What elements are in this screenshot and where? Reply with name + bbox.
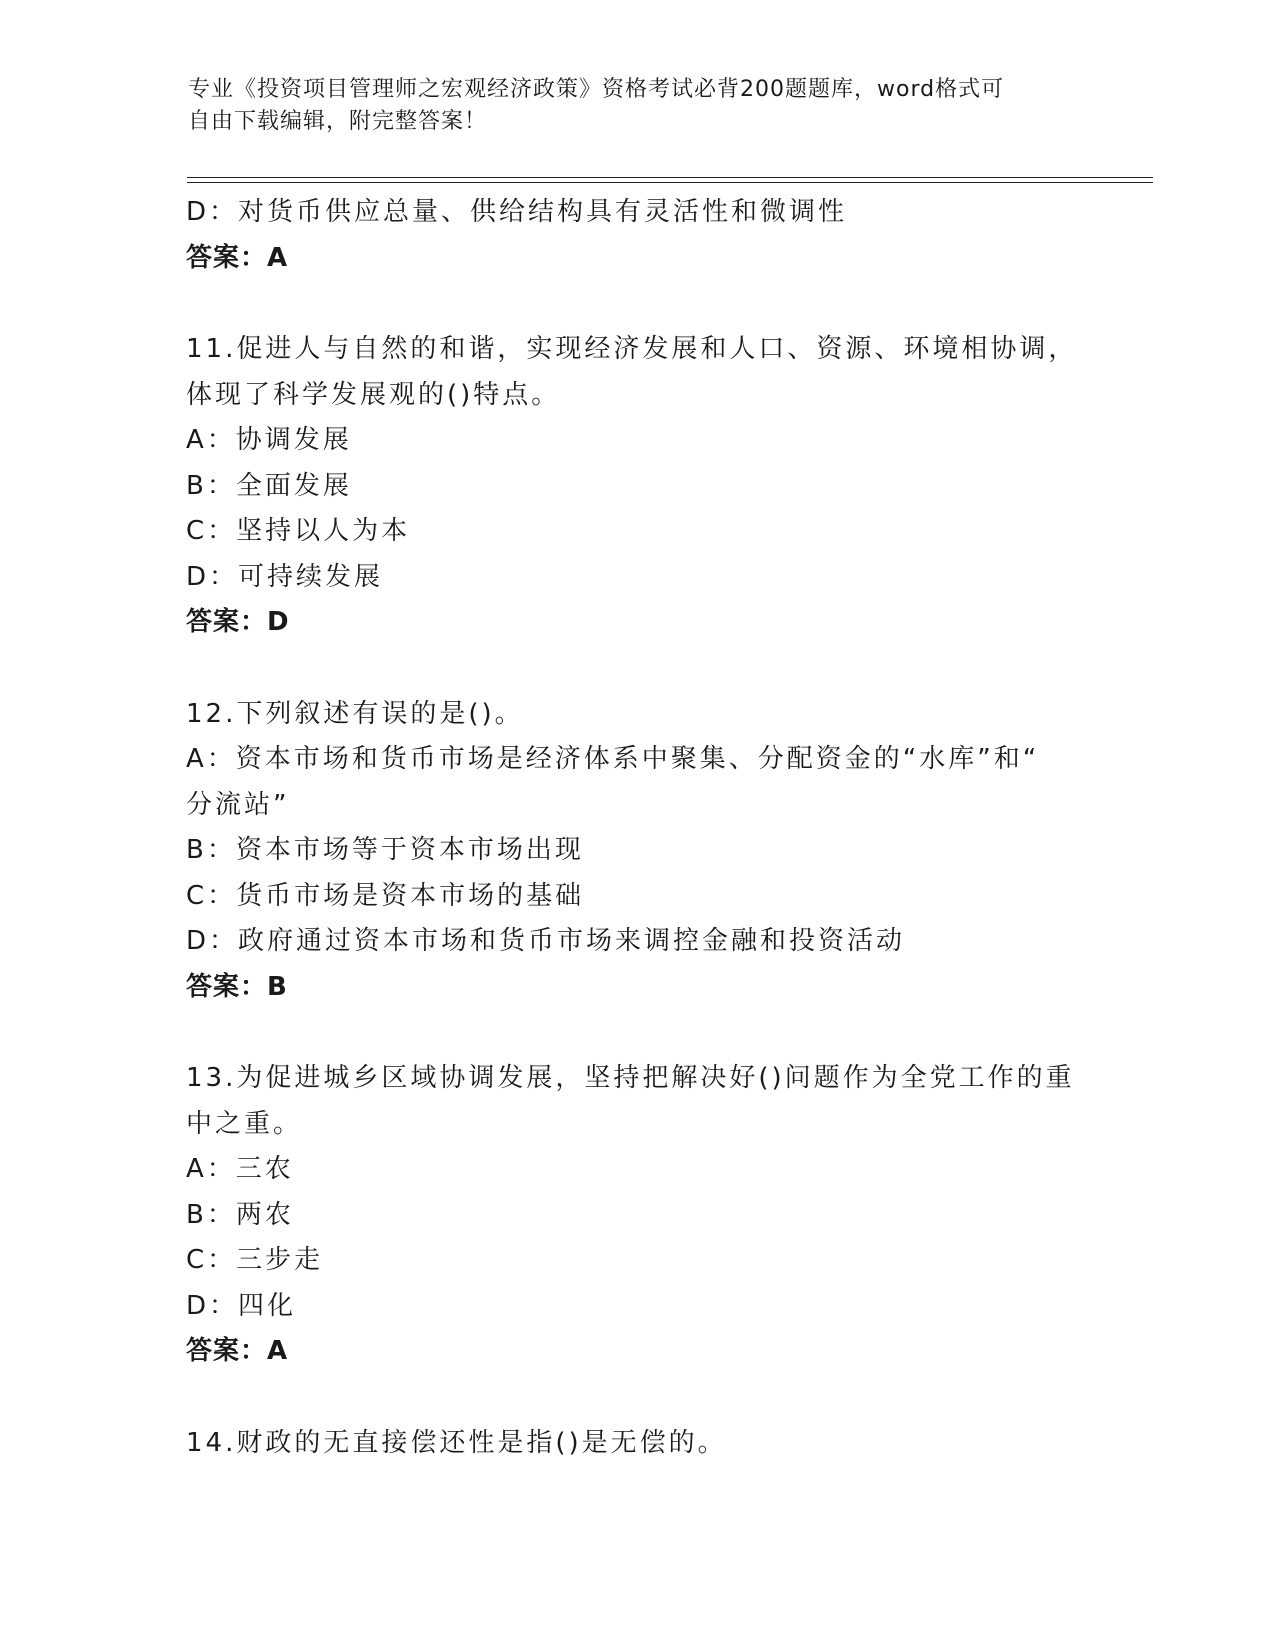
- option-a: A：三农: [186, 1154, 294, 1184]
- question-stem-cont: 体现了科学发展观的()特点。: [186, 379, 561, 410]
- option-a: A：协调发展: [186, 425, 352, 455]
- question-list: [186, 190, 1086, 1466]
- previous-question-tail: [186, 190, 1086, 281]
- header-line-2: 自由下载编辑，附完整答案！: [188, 109, 488, 134]
- option-d: D：政府通过资本市场和货币市场来调控金融和投资活动: [186, 926, 906, 956]
- option-a-cont: 分流站”: [186, 789, 290, 820]
- option-c: C：三步走: [186, 1245, 324, 1275]
- question-stem: 12.下列叙述有误的是()。: [186, 698, 524, 729]
- option-b: B：全面发展: [186, 470, 352, 501]
- option-a: A：资本市场和货币市场是经济体系中聚集、分配资金的“水库”和“: [186, 744, 1040, 774]
- answer: 答案：A: [186, 1336, 289, 1366]
- header-divider-top: [187, 177, 1153, 178]
- answer: 答案：B: [186, 971, 288, 1002]
- question-stem: 14.财政的无直接偿还性是指()是无偿的。: [186, 1427, 727, 1458]
- option-c: C：货币市场是资本市场的基础: [186, 880, 585, 911]
- option-b: B：资本市场等于资本市场出现: [186, 835, 584, 865]
- option-c: C：坚持以人为本: [186, 516, 411, 546]
- question-stem: 11.促进人与自然的和谐，实现经济发展和人口、资源、环境相协调，: [186, 334, 1078, 364]
- question-13: [186, 1056, 1086, 1375]
- question-stem: 13.为促进城乡区域协调发展，坚持把解决好()问题作为全党工作的重: [186, 1063, 1075, 1093]
- header-line-1: 专业《投资项目管理师之宏观经济政策》资格考试必背200题题库，word格式可: [188, 77, 1005, 102]
- answer: 答案：A: [186, 242, 289, 273]
- option-d: D：可持续发展: [186, 561, 384, 592]
- option-d: D：对货币供应总量、供给结构具有灵活性和微调性: [186, 197, 848, 227]
- answer: 答案：D: [186, 607, 290, 637]
- header-divider-bottom: [187, 182, 1153, 183]
- document-header: [188, 74, 1068, 138]
- option-d: D：四化: [186, 1290, 297, 1321]
- question-14: [186, 1421, 1086, 1467]
- question-12: [186, 692, 1086, 1011]
- question-stem-cont: 中之重。: [186, 1108, 303, 1139]
- option-b: B：两农: [186, 1199, 294, 1230]
- question-11: [186, 327, 1086, 646]
